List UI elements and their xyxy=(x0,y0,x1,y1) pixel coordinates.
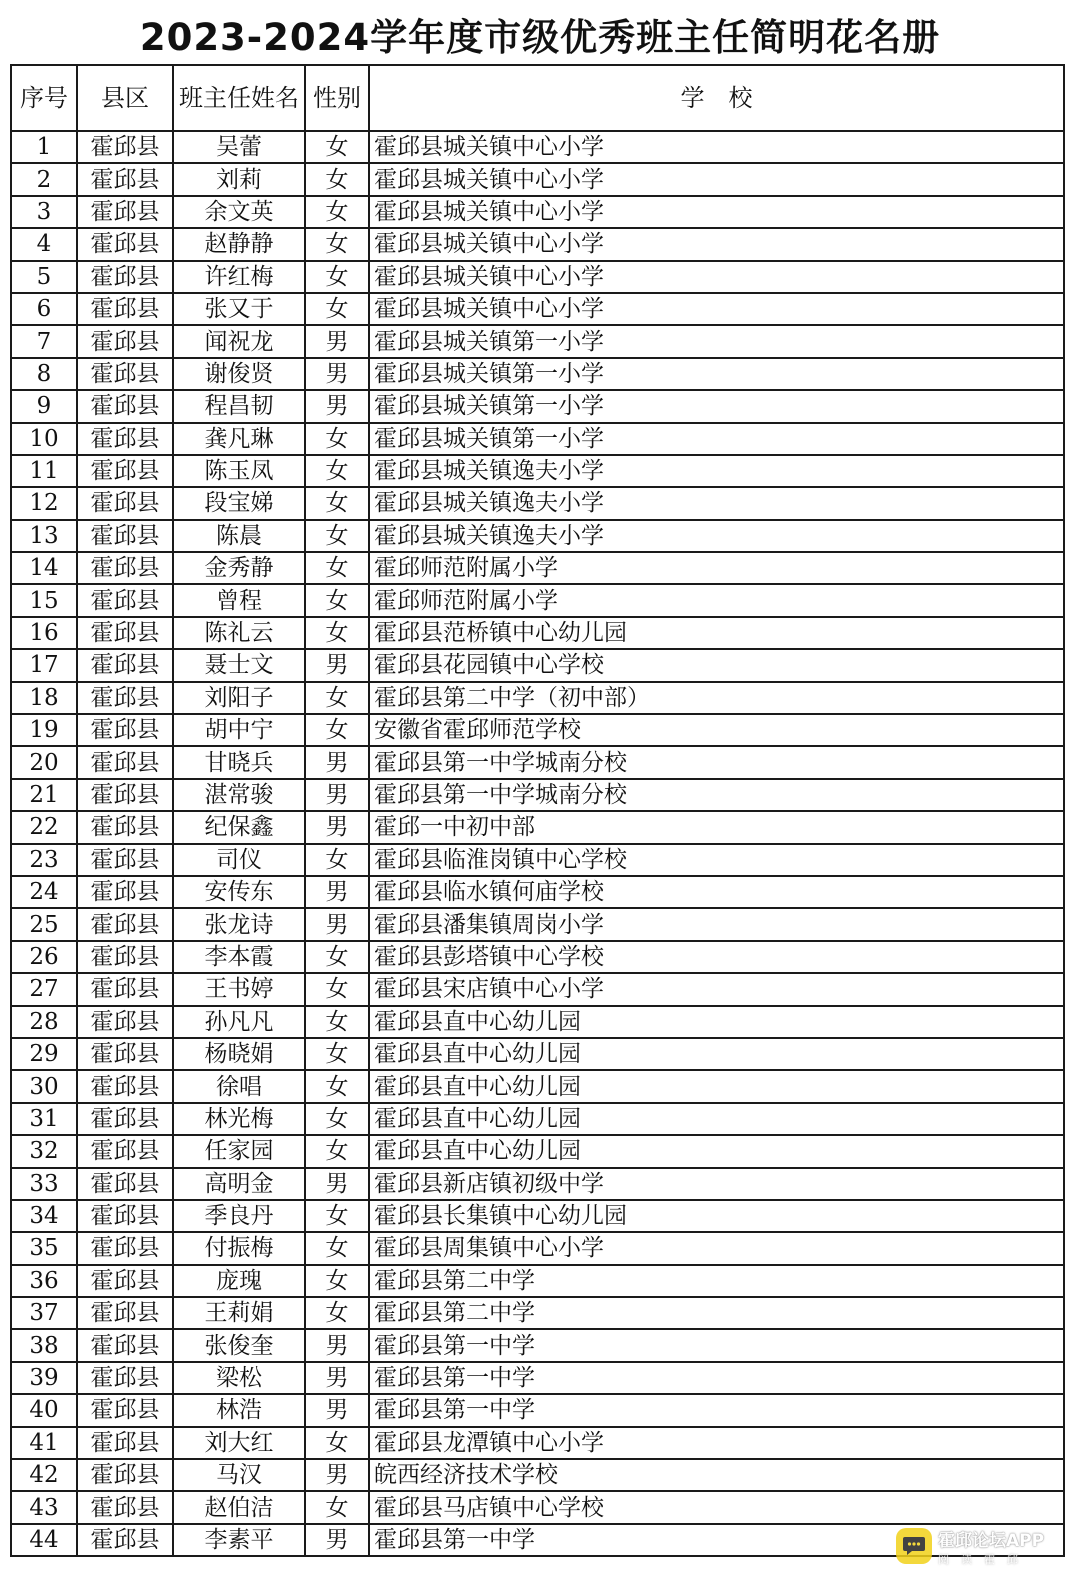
cell-school: 霍邱县城关镇中心小学 xyxy=(369,163,1064,195)
cell-school: 霍邱县龙潭镇中心小学 xyxy=(369,1427,1064,1459)
cell-school: 霍邱县第二中学（初中部） xyxy=(369,682,1064,714)
cell-county: 霍邱县 xyxy=(77,358,173,390)
cell-school: 安徽省霍邱师范学校 xyxy=(369,714,1064,746)
cell-name: 王莉娟 xyxy=(173,1297,305,1329)
table-row xyxy=(11,261,1064,293)
table-row xyxy=(11,1459,1064,1491)
cell-name: 段宝娣 xyxy=(173,487,305,519)
cell-school: 霍邱县第二中学 xyxy=(369,1265,1064,1297)
table-row xyxy=(11,1103,1064,1135)
cell-school: 霍邱县直中心幼儿园 xyxy=(369,1103,1064,1135)
cell-county: 霍邱县 xyxy=(77,1524,173,1556)
table-row xyxy=(11,714,1064,746)
cell-seq: 1 xyxy=(11,131,77,163)
cell-school: 霍邱县直中心幼儿园 xyxy=(369,1038,1064,1070)
cell-gender: 男 xyxy=(305,1362,369,1394)
table-row xyxy=(11,973,1064,1005)
cell-seq: 6 xyxy=(11,293,77,325)
cell-name: 梁松 xyxy=(173,1362,305,1394)
cell-gender: 女 xyxy=(305,228,369,260)
cell-name: 聂士文 xyxy=(173,649,305,681)
cell-school: 霍邱县城关镇第一小学 xyxy=(369,358,1064,390)
cell-name: 张又于 xyxy=(173,293,305,325)
cell-school: 霍邱县第一中学 xyxy=(369,1329,1064,1361)
cell-seq: 40 xyxy=(11,1394,77,1426)
cell-school: 霍邱县新店镇初级中学 xyxy=(369,1168,1064,1200)
cell-school: 霍邱县城关镇逸夫小学 xyxy=(369,455,1064,487)
header-school: 学 校 xyxy=(369,65,1064,131)
cell-county: 霍邱县 xyxy=(77,1200,173,1232)
table-row xyxy=(11,779,1064,811)
cell-name: 刘大红 xyxy=(173,1427,305,1459)
cell-county: 霍邱县 xyxy=(77,261,173,293)
cell-school: 霍邱县城关镇中心小学 xyxy=(369,293,1064,325)
cell-school: 霍邱县彭塔镇中心学校 xyxy=(369,941,1064,973)
cell-name: 杨晓娟 xyxy=(173,1038,305,1070)
cell-school: 霍邱县城关镇第一小学 xyxy=(369,325,1064,357)
cell-name: 程昌韧 xyxy=(173,390,305,422)
cell-county: 霍邱县 xyxy=(77,131,173,163)
cell-county: 霍邱县 xyxy=(77,584,173,616)
cell-gender: 男 xyxy=(305,908,369,940)
cell-gender: 女 xyxy=(305,617,369,649)
table-row xyxy=(11,1265,1064,1297)
table-row xyxy=(11,358,1064,390)
table-row xyxy=(11,552,1064,584)
cell-seq: 33 xyxy=(11,1168,77,1200)
cell-gender: 女 xyxy=(305,1006,369,1038)
cell-name: 许红梅 xyxy=(173,261,305,293)
cell-seq: 26 xyxy=(11,941,77,973)
cell-name: 张俊奎 xyxy=(173,1329,305,1361)
table-row xyxy=(11,682,1064,714)
cell-school: 霍邱师范附属小学 xyxy=(369,552,1064,584)
cell-county: 霍邱县 xyxy=(77,1265,173,1297)
cell-name: 付振梅 xyxy=(173,1232,305,1264)
cell-county: 霍邱县 xyxy=(77,1394,173,1426)
cell-gender: 男 xyxy=(305,1329,369,1361)
cell-seq: 43 xyxy=(11,1491,77,1523)
cell-seq: 11 xyxy=(11,455,77,487)
cell-school: 皖西经济技术学校 xyxy=(369,1459,1064,1491)
cell-name: 季良丹 xyxy=(173,1200,305,1232)
cell-name: 赵静静 xyxy=(173,228,305,260)
cell-name: 甘晓兵 xyxy=(173,746,305,778)
cell-name: 陈礼云 xyxy=(173,617,305,649)
header-gender: 性别 xyxy=(305,65,369,131)
table-row xyxy=(11,423,1064,455)
cell-name: 余文英 xyxy=(173,196,305,228)
cell-county: 霍邱县 xyxy=(77,811,173,843)
cell-name: 金秀静 xyxy=(173,552,305,584)
cell-gender: 男 xyxy=(305,1524,369,1556)
cell-county: 霍邱县 xyxy=(77,746,173,778)
cell-name: 任家园 xyxy=(173,1135,305,1167)
cell-county: 霍邱县 xyxy=(77,390,173,422)
table-row xyxy=(11,228,1064,260)
table-row xyxy=(11,293,1064,325)
table-row xyxy=(11,131,1064,163)
cell-school: 霍邱县第一中学城南分校 xyxy=(369,746,1064,778)
cell-school: 霍邱县潘集镇周岗小学 xyxy=(369,908,1064,940)
cell-gender: 男 xyxy=(305,1168,369,1200)
cell-county: 霍邱县 xyxy=(77,1168,173,1200)
cell-gender: 女 xyxy=(305,520,369,552)
cell-seq: 41 xyxy=(11,1427,77,1459)
cell-name: 湛常骏 xyxy=(173,779,305,811)
cell-gender: 女 xyxy=(305,973,369,1005)
cell-school: 霍邱县城关镇第一小学 xyxy=(369,423,1064,455)
cell-seq: 29 xyxy=(11,1038,77,1070)
table-row xyxy=(11,746,1064,778)
cell-school: 霍邱县临淮岗镇中心学校 xyxy=(369,844,1064,876)
cell-gender: 女 xyxy=(305,423,369,455)
cell-school: 霍邱县第一中学 xyxy=(369,1394,1064,1426)
table-row xyxy=(11,1491,1064,1523)
cell-gender: 男 xyxy=(305,1459,369,1491)
cell-county: 霍邱县 xyxy=(77,293,173,325)
cell-name: 谢俊贤 xyxy=(173,358,305,390)
table-row xyxy=(11,1232,1064,1264)
table-row xyxy=(11,325,1064,357)
table-row xyxy=(11,941,1064,973)
cell-gender: 女 xyxy=(305,1135,369,1167)
cell-gender: 男 xyxy=(305,358,369,390)
cell-seq: 17 xyxy=(11,649,77,681)
cell-school: 霍邱县周集镇中心小学 xyxy=(369,1232,1064,1264)
cell-seq: 3 xyxy=(11,196,77,228)
cell-gender: 女 xyxy=(305,131,369,163)
cell-school: 霍邱县城关镇中心小学 xyxy=(369,131,1064,163)
table-row xyxy=(11,455,1064,487)
cell-school: 霍邱县直中心幼儿园 xyxy=(369,1135,1064,1167)
cell-gender: 女 xyxy=(305,1265,369,1297)
cell-seq: 8 xyxy=(11,358,77,390)
cell-gender: 女 xyxy=(305,1232,369,1264)
cell-name: 闻祝龙 xyxy=(173,325,305,357)
cell-seq: 28 xyxy=(11,1006,77,1038)
cell-county: 霍邱县 xyxy=(77,228,173,260)
cell-gender: 女 xyxy=(305,584,369,616)
cell-gender: 男 xyxy=(305,876,369,908)
cell-gender: 女 xyxy=(305,1427,369,1459)
cell-gender: 女 xyxy=(305,196,369,228)
cell-name: 徐唱 xyxy=(173,1070,305,1102)
cell-county: 霍邱县 xyxy=(77,617,173,649)
cell-gender: 男 xyxy=(305,1394,369,1426)
table-row xyxy=(11,811,1064,843)
cell-name: 安传东 xyxy=(173,876,305,908)
cell-county: 霍邱县 xyxy=(77,325,173,357)
cell-name: 陈玉凤 xyxy=(173,455,305,487)
cell-gender: 女 xyxy=(305,163,369,195)
header-row xyxy=(11,65,1064,131)
cell-gender: 女 xyxy=(305,1491,369,1523)
cell-county: 霍邱县 xyxy=(77,1232,173,1264)
cell-school: 霍邱县第一中学城南分校 xyxy=(369,779,1064,811)
table-row xyxy=(11,1168,1064,1200)
cell-county: 霍邱县 xyxy=(77,1135,173,1167)
cell-county: 霍邱县 xyxy=(77,714,173,746)
cell-seq: 36 xyxy=(11,1265,77,1297)
roster-body xyxy=(11,131,1064,1556)
cell-county: 霍邱县 xyxy=(77,1329,173,1361)
cell-county: 霍邱县 xyxy=(77,876,173,908)
table-row xyxy=(11,1329,1064,1361)
cell-county: 霍邱县 xyxy=(77,779,173,811)
cell-school: 霍邱县花园镇中心学校 xyxy=(369,649,1064,681)
table-row xyxy=(11,487,1064,519)
table-row xyxy=(11,1394,1064,1426)
cell-gender: 女 xyxy=(305,844,369,876)
cell-gender: 男 xyxy=(305,649,369,681)
cell-county: 霍邱县 xyxy=(77,520,173,552)
cell-seq: 14 xyxy=(11,552,77,584)
cell-gender: 男 xyxy=(305,811,369,843)
cell-seq: 5 xyxy=(11,261,77,293)
cell-county: 霍邱县 xyxy=(77,973,173,1005)
cell-school: 霍邱县直中心幼儿园 xyxy=(369,1070,1064,1102)
cell-school: 霍邱县城关镇中心小学 xyxy=(369,196,1064,228)
cell-name: 高明金 xyxy=(173,1168,305,1200)
cell-seq: 24 xyxy=(11,876,77,908)
cell-county: 霍邱县 xyxy=(77,941,173,973)
table-row xyxy=(11,1297,1064,1329)
table-row xyxy=(11,908,1064,940)
cell-county: 霍邱县 xyxy=(77,908,173,940)
cell-gender: 男 xyxy=(305,325,369,357)
cell-school: 霍邱师范附属小学 xyxy=(369,584,1064,616)
cell-seq: 30 xyxy=(11,1070,77,1102)
cell-seq: 23 xyxy=(11,844,77,876)
cell-county: 霍邱县 xyxy=(77,1459,173,1491)
cell-name: 马汉 xyxy=(173,1459,305,1491)
cell-school: 霍邱县城关镇逸夫小学 xyxy=(369,520,1064,552)
cell-name: 林浩 xyxy=(173,1394,305,1426)
table-row xyxy=(11,1070,1064,1102)
header-county: 县区 xyxy=(77,65,173,131)
cell-seq: 12 xyxy=(11,487,77,519)
cell-name: 孙凡凡 xyxy=(173,1006,305,1038)
cell-school: 霍邱县第二中学 xyxy=(369,1297,1064,1329)
watermark-name: 霍邱论坛APP xyxy=(938,1530,1045,1551)
cell-gender: 女 xyxy=(305,682,369,714)
cell-name: 刘阳子 xyxy=(173,682,305,714)
cell-school: 霍邱县直中心幼儿园 xyxy=(369,1006,1064,1038)
table-row xyxy=(11,844,1064,876)
cell-seq: 39 xyxy=(11,1362,77,1394)
cell-name: 司仪 xyxy=(173,844,305,876)
cell-seq: 2 xyxy=(11,163,77,195)
cell-seq: 27 xyxy=(11,973,77,1005)
table-row xyxy=(11,196,1064,228)
cell-seq: 20 xyxy=(11,746,77,778)
page-title: 2023-2024学年度市级优秀班主任简明花名册 xyxy=(139,16,941,59)
cell-county: 霍邱县 xyxy=(77,196,173,228)
cell-seq: 44 xyxy=(11,1524,77,1556)
cell-seq: 37 xyxy=(11,1297,77,1329)
cell-county: 霍邱县 xyxy=(77,455,173,487)
cell-school: 霍邱县临水镇何庙学校 xyxy=(369,876,1064,908)
cell-county: 霍邱县 xyxy=(77,682,173,714)
table-row xyxy=(11,520,1064,552)
cell-county: 霍邱县 xyxy=(77,1103,173,1135)
cell-name: 李素平 xyxy=(173,1524,305,1556)
cell-gender: 女 xyxy=(305,293,369,325)
cell-seq: 21 xyxy=(11,779,77,811)
cell-name: 张龙诗 xyxy=(173,908,305,940)
cell-seq: 42 xyxy=(11,1459,77,1491)
cell-gender: 男 xyxy=(305,779,369,811)
cell-name: 曾程 xyxy=(173,584,305,616)
cell-gender: 女 xyxy=(305,261,369,293)
cell-seq: 4 xyxy=(11,228,77,260)
cell-seq: 19 xyxy=(11,714,77,746)
cell-name: 龚凡琳 xyxy=(173,423,305,455)
cell-county: 霍邱县 xyxy=(77,552,173,584)
chat-bubble-icon xyxy=(896,1528,932,1564)
cell-gender: 女 xyxy=(305,714,369,746)
cell-name: 纪保鑫 xyxy=(173,811,305,843)
cell-name: 林光梅 xyxy=(173,1103,305,1135)
cell-seq: 22 xyxy=(11,811,77,843)
cell-school: 霍邱一中初中部 xyxy=(369,811,1064,843)
cell-school: 霍邱县第一中学 xyxy=(369,1524,1064,1556)
cell-name: 庞瑰 xyxy=(173,1265,305,1297)
cell-seq: 31 xyxy=(11,1103,77,1135)
cell-school: 霍邱县马店镇中心学校 xyxy=(369,1491,1064,1523)
table-row xyxy=(11,390,1064,422)
table-row xyxy=(11,1135,1064,1167)
watermark-subtitle: 阅读霍邱 xyxy=(938,1552,1030,1566)
cell-name: 李本霞 xyxy=(173,941,305,973)
cell-seq: 13 xyxy=(11,520,77,552)
cell-name: 赵伯洁 xyxy=(173,1491,305,1523)
cell-seq: 38 xyxy=(11,1329,77,1361)
cell-gender: 女 xyxy=(305,552,369,584)
cell-county: 霍邱县 xyxy=(77,1038,173,1070)
cell-school: 霍邱县城关镇第一小学 xyxy=(369,390,1064,422)
cell-school: 霍邱县第一中学 xyxy=(369,1362,1064,1394)
app-watermark xyxy=(896,1522,1056,1570)
cell-seq: 18 xyxy=(11,682,77,714)
table-row xyxy=(11,1427,1064,1459)
cell-name: 刘莉 xyxy=(173,163,305,195)
cell-school: 霍邱县城关镇中心小学 xyxy=(369,228,1064,260)
cell-school: 霍邱县城关镇中心小学 xyxy=(369,261,1064,293)
cell-school: 霍邱县范桥镇中心幼儿园 xyxy=(369,617,1064,649)
cell-gender: 女 xyxy=(305,1070,369,1102)
cell-seq: 9 xyxy=(11,390,77,422)
cell-county: 霍邱县 xyxy=(77,1297,173,1329)
cell-county: 霍邱县 xyxy=(77,649,173,681)
table-row xyxy=(11,617,1064,649)
cell-gender: 女 xyxy=(305,487,369,519)
cell-name: 胡中宁 xyxy=(173,714,305,746)
header-name: 班主任姓名 xyxy=(173,65,305,131)
table-row xyxy=(11,163,1064,195)
table-row xyxy=(11,1006,1064,1038)
cell-seq: 15 xyxy=(11,584,77,616)
cell-county: 霍邱县 xyxy=(77,844,173,876)
cell-gender: 女 xyxy=(305,455,369,487)
cell-gender: 女 xyxy=(305,941,369,973)
cell-county: 霍邱县 xyxy=(77,487,173,519)
cell-county: 霍邱县 xyxy=(77,423,173,455)
table-row xyxy=(11,584,1064,616)
cell-gender: 女 xyxy=(305,1297,369,1329)
roster-table xyxy=(10,64,1065,1557)
cell-name: 王书婷 xyxy=(173,973,305,1005)
cell-seq: 10 xyxy=(11,423,77,455)
cell-county: 霍邱县 xyxy=(77,1491,173,1523)
cell-seq: 25 xyxy=(11,908,77,940)
cell-seq: 7 xyxy=(11,325,77,357)
cell-county: 霍邱县 xyxy=(77,1006,173,1038)
cell-school: 霍邱县城关镇逸夫小学 xyxy=(369,487,1064,519)
cell-gender: 女 xyxy=(305,1103,369,1135)
cell-county: 霍邱县 xyxy=(77,1362,173,1394)
cell-seq: 32 xyxy=(11,1135,77,1167)
table-row xyxy=(11,1200,1064,1232)
header-seq: 序号 xyxy=(11,65,77,131)
cell-school: 霍邱县宋店镇中心小学 xyxy=(369,973,1064,1005)
cell-seq: 16 xyxy=(11,617,77,649)
table-row xyxy=(11,1362,1064,1394)
cell-seq: 35 xyxy=(11,1232,77,1264)
cell-seq: 34 xyxy=(11,1200,77,1232)
cell-school: 霍邱县长集镇中心幼儿园 xyxy=(369,1200,1064,1232)
cell-gender: 男 xyxy=(305,746,369,778)
table-row xyxy=(11,649,1064,681)
cell-gender: 男 xyxy=(305,390,369,422)
table-row xyxy=(11,1038,1064,1070)
cell-name: 陈晨 xyxy=(173,520,305,552)
cell-county: 霍邱县 xyxy=(77,1070,173,1102)
cell-gender: 女 xyxy=(305,1038,369,1070)
table-row xyxy=(11,876,1064,908)
cell-name: 吴蕾 xyxy=(173,131,305,163)
cell-county: 霍邱县 xyxy=(77,1427,173,1459)
cell-gender: 女 xyxy=(305,1200,369,1232)
cell-county: 霍邱县 xyxy=(77,163,173,195)
